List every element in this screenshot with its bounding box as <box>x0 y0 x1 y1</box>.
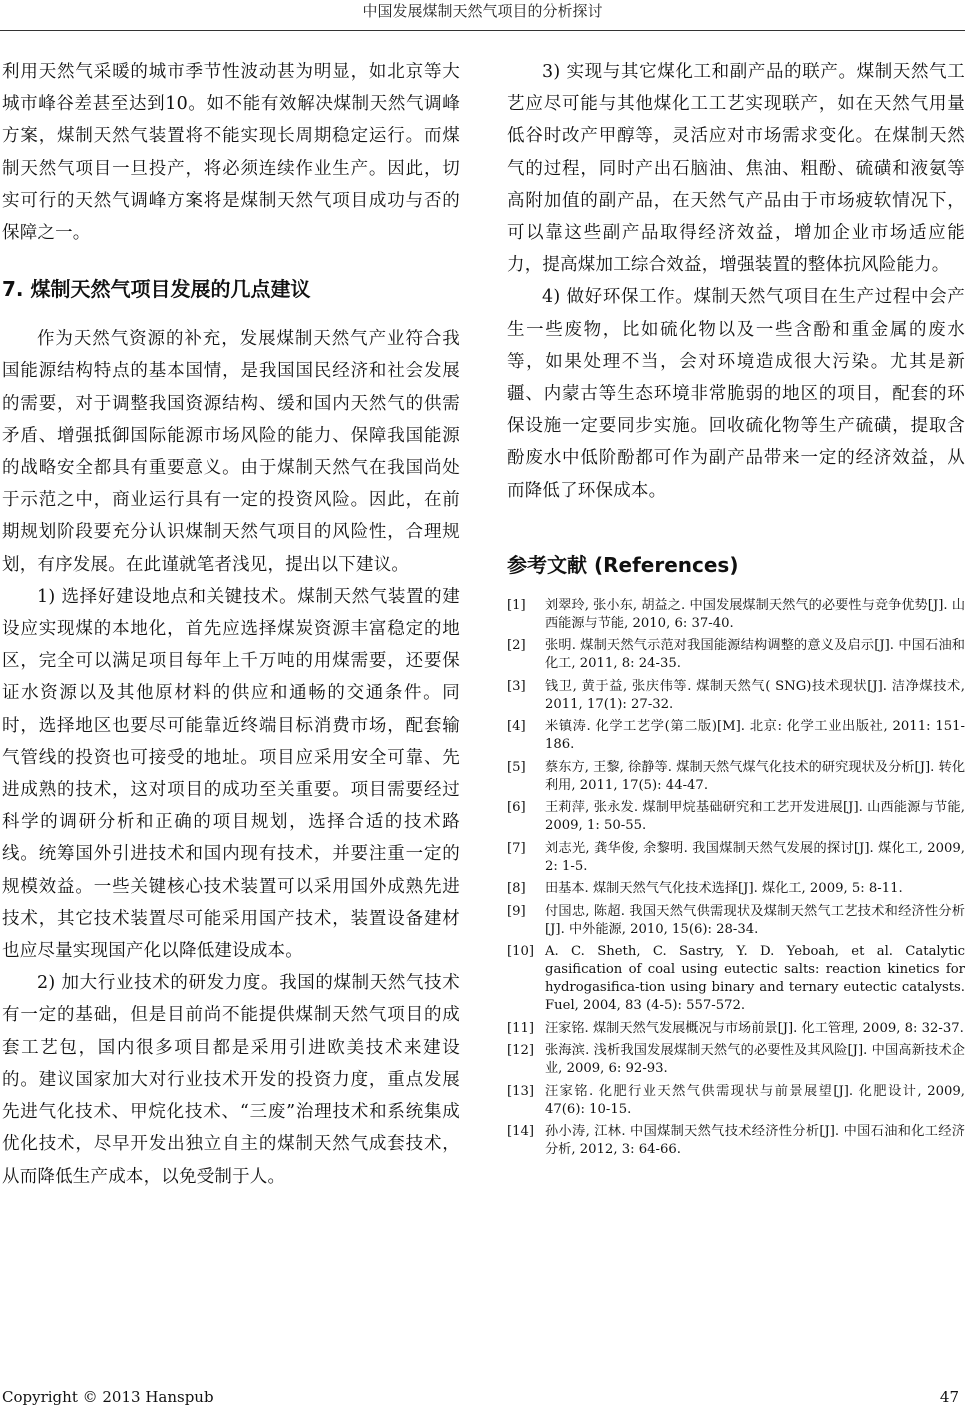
paragraph-intro-suggestions: 作为天然气资源的补充，发展煤制天然气产业符合我国能源结构特点的基本国情，是我国国民经济和社会发展的需要，对于调整我国资源结构、缓和国内天然气的供需矛盾、增强抵御国际能源市场风险的能力、保障我国能源的战略安全都具有重要意义。由于煤制天然气在我国尚处于示范之中，商业运行具有一定的投资风险。因此，在前期规划阶段要充分认识煤制天然气项目的风险性，合理规划，有序发展。在此谨就笔者浅见，提出以下建议。 <box>2 329 460 575</box>
reference-item <box>507 943 965 1015</box>
reference-item <box>507 880 965 898</box>
reference-text: 张明. 煤制天然气示范对我国能源结构调整的意义及启示[J]. 中国石油和化工, 2011, 8: 24-35. <box>545 638 965 672</box>
reference-item <box>507 759 965 795</box>
reference-text: 米镇涛. 化学工艺学(第二版)[M]. 北京: 化学工业出版社, 2011: 151-186. <box>545 719 965 753</box>
reference-number: [6] <box>507 800 526 816</box>
reference-item <box>507 1083 965 1119</box>
reference-number: [7] <box>507 840 526 856</box>
reference-text: 刘志光, 龚华俊, 余黎明. 我国煤制天然气发展的探讨[J]. 煤化工, 2009, 2: 1-5. <box>545 840 965 874</box>
reference-text: 汪家铭. 化肥行业天然气供需现状与前景展望[J]. 化肥设计, 2009, 47(6): 10-15. <box>545 1083 965 1117</box>
paragraph-suggestion-3: 3) 实现与其它煤化工和副产品的联产。煤制天然气工艺应尽可能与其他煤化工工艺实现联产，如在天然气用量低谷时改产甲醇等，灵活应对市场需求变化。在煤制天然气的过程，同时产出石脑油、焦油、粗酚、硫磺和液氨等高附加值的副产品，在天然气产品由于市场疲软情况下，可以靠这些副产品取得经济效益，增加企业市场适应能力，提高煤加工综合效益，增强装置的整体抗风险能力。 <box>507 62 965 276</box>
reference-text: 张海滨. 浅析我国发展煤制天然气的必要性及其风险[J]. 中国高新技术企业, 2009, 6: 92-93. <box>545 1043 965 1077</box>
reference-number: [11] <box>507 1020 535 1036</box>
section-heading-suggestions: 7. 煤制天然气项目发展的几点建议 <box>2 277 311 302</box>
reference-number: [1] <box>507 597 526 613</box>
reference-item <box>507 718 965 754</box>
paragraph-heating-peak: 利用天然气采暖的城市季节性波动甚为明显，如北京等大城市峰谷差甚至达到10。如不能有效解决煤制天然气调峰方案，煤制天然气装置将不能实现长周期稳定运行。而煤制天然气项目一旦投产，将必须连续作业生产。因此，切实可行的天然气调峰方案将是煤制天然气项目成功与否的保障之一。 <box>2 62 460 244</box>
reference-text: A. C. Sheth, C. Sastry, Y. D. Yeboah, et al. Catalytic gasification of coal using eutectic salts: reaction kinetics for hydrogasifica-tion using binary and ternary eutectic catalysts. Fuel, 2004, 83 (4-5): 557-572. <box>545 944 965 1014</box>
reference-item <box>507 637 965 673</box>
reference-item <box>507 840 965 876</box>
reference-item <box>507 678 965 714</box>
paragraph-suggestion-2: 2) 加大行业技术的研发力度。我国的煤制天然气技术有一定的基础，但是目前尚不能提供煤制天然气项目的成套工艺包，国内很多项目都是采用引进欧美技术来建设的。建议国家加大对行业技术开发的投资力度，重点发展先进气化技术、甲烷化技术、“三废”治理技术和系统集成优化技术，尽早开发出独立自主的煤制天然气成套技术，从而降低生产成本，以免受制于人。 <box>2 973 460 1187</box>
right-column <box>507 56 965 1164</box>
reference-item <box>507 1042 965 1078</box>
reference-text: 钱卫, 黄于益, 张庆伟等. 煤制天然气( SNG)技术现状[J]. 洁净煤技术, 2011, 17(1): 27-32. <box>545 678 965 712</box>
running-header: 中国发展煤制天然气项目的分析探讨 <box>362 2 603 20</box>
reference-number: [14] <box>507 1124 535 1140</box>
reference-number: [13] <box>507 1083 535 1099</box>
reference-number: [4] <box>507 719 526 735</box>
reference-list <box>507 597 965 1160</box>
reference-number: [12] <box>507 1043 535 1059</box>
reference-number: [5] <box>507 759 526 775</box>
reference-text: 蔡东方, 王黎, 徐静等. 煤制天然气煤气化技术的研究现状及分析[J]. 转化利用, 2011, 17(5): 44-47. <box>545 759 965 793</box>
reference-item <box>507 597 965 633</box>
paragraph-suggestion-4: 4) 做好环保工作。煤制天然气项目在生产过程中会产生一些废物，比如硫化物以及一些含酚和重金属的废水等，如果处理不当，会对环境造成很大污染。尤其是新疆、内蒙古等生态环境非常脆弱的地区的项目，配套的环保设施一定要同步实施。回收硫化物等生产硫磺，提取含酚废水中低阶酚都可作为副产品带来一定的经济效益，从而降低了环保成本。 <box>507 287 965 501</box>
footer-page-number: 47 <box>939 1388 959 1406</box>
footer-copyright: Copyright © 2013 Hanspub <box>2 1388 214 1406</box>
reference-text: 刘翠玲, 张小东, 胡益之. 中国发展煤制天然气的必要性与竞争优势[J]. 山西能源与节能, 2010, 6: 37-40. <box>545 597 965 631</box>
header-divider <box>0 30 965 31</box>
paragraph-suggestion-1: 1) 选择好建设地点和关键技术。煤制天然气装置的建设应实现煤的本地化，首先应选择煤炭资源丰富稳定的地区，完全可以满足项目每年上千万吨的用煤需要，还要保证水资源以及其他原材料的供应和通畅的交通条件。同时，选择地区也要尽可能靠近终端目标消费市场，配套输气管线的投资也可接受的地址。项目应采用安全可靠、先进成熟的技术，这对项目的成功至关重要。项目需要经过科学的调研分析和正确的项目规划，选择合适的技术路线。统筹国外引进技术和国内现有技术，并要注重一定的规模效益。一些关键核心技术装置可以采用国外成熟先进技术，其它技术装置尽可能采用国产技术，装置设备建材也应尽量实现国产化以降低建设成本。 <box>2 586 460 962</box>
reference-number: [3] <box>507 678 526 694</box>
reference-text: 田基本. 煤制天然气气化技术选择[J]. 煤化工, 2009, 5: 8-11. <box>545 881 903 897</box>
reference-item <box>507 1020 965 1038</box>
reference-text: 付国忠, 陈超. 我国天然气供需现状及煤制天然气工艺技术和经济性分析[J]. 中外能源, 2010, 15(6): 28-34. <box>545 903 965 937</box>
reference-number: [10] <box>507 944 535 960</box>
reference-item <box>507 903 965 939</box>
reference-text: 王莉萍, 张永发. 煤制甲烷基础研究和工艺开发进展[J]. 山西能源与节能, 2009, 1: 50-55. <box>545 800 965 834</box>
reference-text: 孙小涛, 江林. 中国煤制天然气技术经济性分析[J]. 中国石油和化工经济分析, 2012, 3: 64-66. <box>545 1124 965 1158</box>
left-column <box>2 56 460 1193</box>
reference-number: [8] <box>507 881 526 897</box>
reference-number: [2] <box>507 638 526 654</box>
reference-text: 汪家铭. 煤制天然气发展概况与市场前景[J]. 化工管理, 2009, 8: 32-37. <box>545 1020 964 1036</box>
reference-number: [9] <box>507 903 526 919</box>
references-heading: 参考文献 (References) <box>507 552 739 577</box>
reference-item <box>507 799 965 835</box>
reference-item <box>507 1123 965 1159</box>
